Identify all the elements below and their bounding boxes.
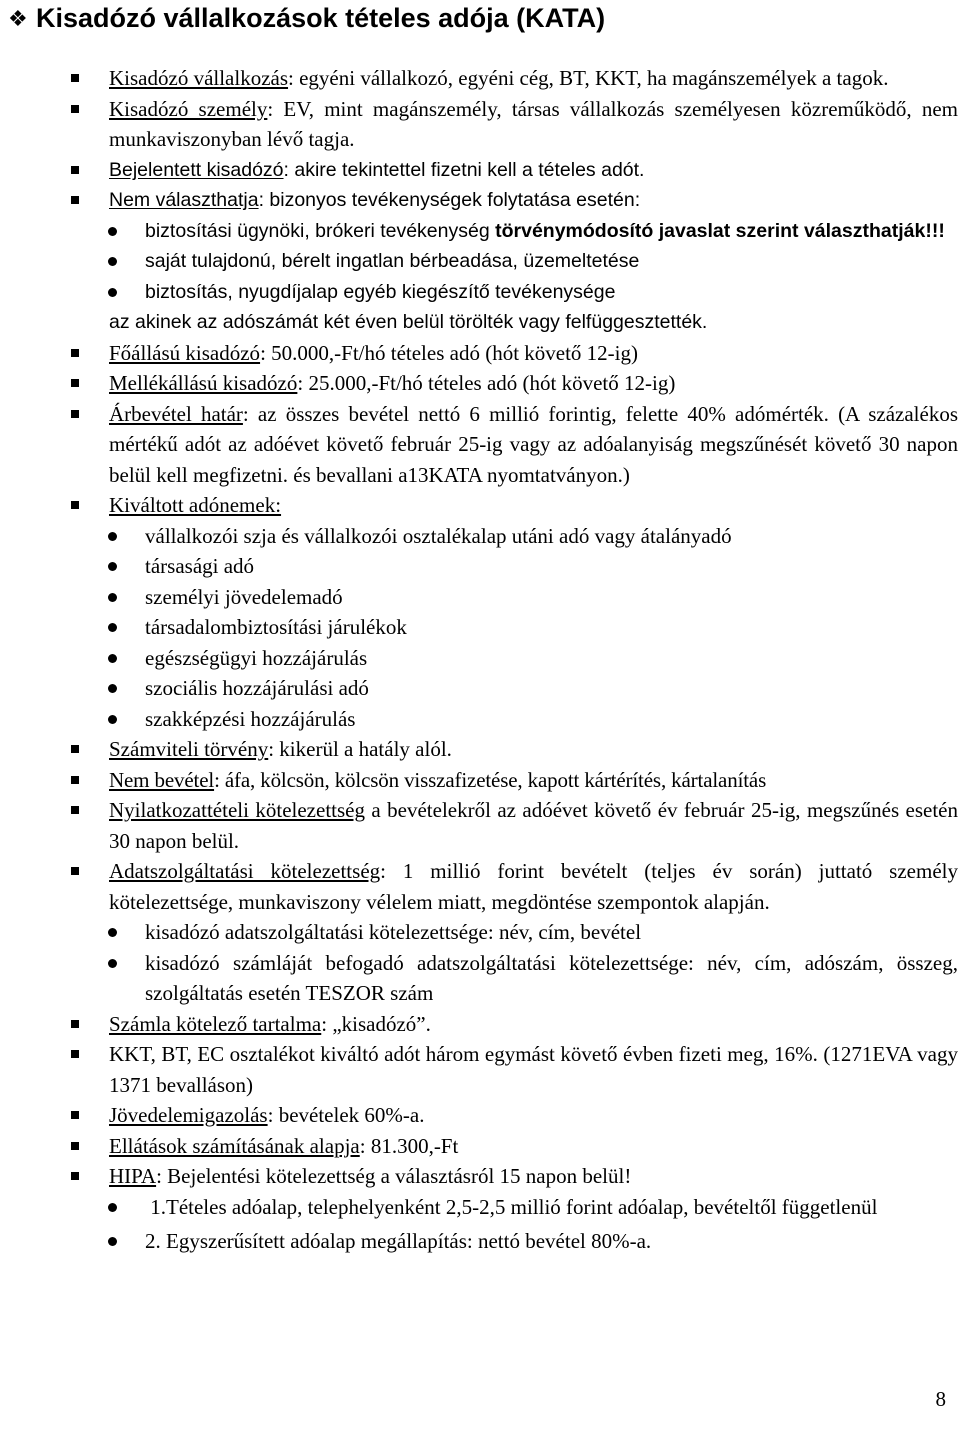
list-item-bejelentett-kisadozo [68,155,958,186]
page-number: 8 [935,1387,946,1411]
sub-item-tarsasagi-ado [68,551,958,582]
term-label: Kisadózó személy [109,96,268,121]
list-item-ellatasok-alapja [68,1131,958,1162]
list-item-szamviteli-torveny [68,734,958,765]
term-label: Nem bevétel [109,767,215,792]
list-item-jovedelemigazolas [68,1100,958,1131]
round-bullet-icon [108,562,117,571]
sub-item-text: társadalombiztosítási járulékok [145,615,407,639]
term-label: Bejelentett kisadózó [109,158,284,181]
round-bullet-icon [108,928,117,937]
sub-item-tb-jarulekok [68,612,958,643]
round-bullet-icon [108,593,117,602]
page-title-text: Kisadózó vállalkozások tételes adója (KATA) [36,3,606,33]
term-text: : bizonyos tevékenységek folytatása esetén: [258,189,641,211]
sub-item-egyszerusitett-adoalap [68,1226,958,1257]
term-label: Nyilatkozattételi kötelezettség [109,798,365,822]
list-item-foallasu [68,338,958,369]
sub-item-kisadozo-adatszolgaltatas [68,917,958,948]
sub-item-bold-note: törvénymódosító javaslat szerint választhatják!!! [495,219,945,242]
sub-item-szemelyi-jovedelemado [68,582,958,613]
sub-item-egeszsegugyi [68,643,958,674]
sub-item-brokeri [68,216,958,247]
term-text: : 50.000,-Ft/hó tételes adó (hót követő 12-ig) [260,340,639,365]
sub-item-text: kisadózó adatszolgáltatási kötelezettsége: név, cím, bevétel [145,920,642,944]
term-text: KKT, BT, EC osztalékot kiváltó adót három egymást követő évben fizeti meg, 16%. (1271EVA vagy 1371 bevalláson) [109,1042,958,1097]
round-bullet-icon [108,623,117,632]
term-label: Ellátások számításának alapja [109,1133,360,1158]
square-bullet-icon [71,105,79,113]
square-bullet-icon [71,196,79,204]
diamond-bullet-icon: ❖ [8,6,28,31]
page-title [8,0,605,37]
list-item-osztalek [68,1039,958,1100]
square-bullet-icon [71,1020,79,1028]
term-label: Mellékállású kisadózó [109,371,298,395]
square-bullet-icon [71,410,79,418]
term-label: Kiváltott adónemek: [109,493,282,517]
term-text: : 81.300,-Ft [359,1133,459,1158]
square-bullet-icon [71,1172,79,1180]
term-text: : az összes bevétel nettó 6 millió forintig, felette 40% adómérték. (A százalékos mértékű adót az adóévet követő február 25-ig vagy az adóalanyiság megszűnését követő 30 napon belül kell megfizetni. és bevallani a13KATA nyomtatványon.) [109,401,959,487]
square-bullet-icon [71,349,79,357]
round-bullet-icon [108,288,117,297]
list-item-nem-valaszthatja [68,185,958,216]
round-bullet-icon [108,959,117,968]
term-label: Számla kötelező tartalma [109,1011,322,1036]
list-item-kisadozo-vallalkozas [68,63,958,94]
round-bullet-icon [108,227,117,236]
term-label: Nem választhatja [109,189,259,211]
square-bullet-icon [71,1142,79,1150]
plain-line-adoszam: az akinek az adószámát két éven belül törölték vagy felfüggesztették. [109,311,708,333]
sub-item-text: személyi jövedelemadó [145,584,343,609]
sub-item-text: 2. Egyszerűsített adóalap megállapítás: nettó bevétel 80%-a. [145,1229,652,1253]
square-bullet-icon [71,379,79,387]
term-text: : kikerül a hatály alól. [268,737,452,761]
square-bullet-icon [71,166,79,174]
list-item-hipa [68,1161,958,1192]
term-label: Adatszolgáltatási kötelezettség [109,859,381,883]
term-label: Főállású kisadózó [109,340,261,365]
square-bullet-icon [71,74,79,82]
term-label: Számviteli törvény [109,737,269,761]
sub-item-text: társasági adó [145,554,255,578]
round-bullet-icon [108,1237,117,1246]
list-item-nyilatkozattetel [68,795,958,856]
square-bullet-icon [71,501,79,509]
sub-item-text: vállalkozói szja és vállalkozói osztalékalap utáni adó vagy átalányadó [145,523,732,548]
term-text: : „kisadózó”. [321,1011,431,1036]
sub-item-szja [68,521,958,552]
list-item-arbevetel-hatar [68,399,958,491]
term-text: : 25.000,-Ft/hó tételes adó (hót követő 12-ig) [297,371,676,395]
sub-item-text: biztosítási ügynöki, brókeri tevékenység [145,219,496,242]
term-text: : bevételek 60%-a. [267,1103,425,1127]
list-item-kisadozo-szemely [68,94,958,155]
round-bullet-icon [108,684,117,693]
round-bullet-icon [108,654,117,663]
term-text: : 1 millió forint bevételt (teljes év során) juttató személy kötelezettsége, munkaviszony vélelem miatt, megdöntése szempontok alapján. [109,859,958,914]
sub-item-text: biztosítás, nyugdíjalap egyéb kiegészítő tevékenysége [145,280,616,303]
round-bullet-icon [108,532,117,541]
term-label: Árbevétel határ [109,401,243,426]
square-bullet-icon [71,1111,79,1119]
list-item-mellekallasu [68,368,958,399]
square-bullet-icon [71,745,79,753]
sub-item-biztositas [68,277,958,308]
round-bullet-icon [108,257,117,266]
sub-item-text: szociális hozzájárulási adó [145,676,369,700]
sub-item-text: egészségügyi hozzájárulás [145,645,368,670]
list-item-szamla-tartalma [68,1009,958,1040]
term-text: : Bejelentési kötelezettség a választásról 15 napon belül! [156,1164,632,1188]
term-text: : akire tekintettel fizetni kell a tételes adót. [283,158,645,181]
square-bullet-icon [71,806,79,814]
term-label: Jövedelemigazolás [109,1103,268,1127]
term-text: : áfa, kölcsön, kölcsön visszafizetése, kapott kártérítés, kártalanítás [214,767,767,792]
term-text: : egyéni vállalkozó, egyéni cég, BT, KKT, ha magánszemélyek a tagok. [288,66,889,90]
sub-item-text: kisadózó számláját befogadó adatszolgáltatási kötelezettsége: név, cím, adószám, összeg, szolgáltatás esetén TESZOR szám [145,950,958,1005]
term-label: Kisadózó vállalkozás [109,66,289,90]
sub-item-befogado-adatszolgaltatas [68,948,958,1009]
sub-item-text: 1.Tételes adóalap, telephelyenként 2,5-2,5 millió forint adóalap, bevételtől függetlenül [145,1194,878,1219]
round-bullet-icon [108,715,117,724]
term-text: : EV, mint magánszemély, társas vállalkozás személyesen közreműködő, nem munkaviszonyban lévő tagja. [109,96,958,151]
sub-item-ingatlan [68,246,958,277]
sub-item-szakkepzesi [68,704,958,735]
list-item-kivaltott-adonemek [68,490,958,521]
square-bullet-icon [71,1050,79,1058]
sub-item-text: szakképzési hozzájárulás [145,706,356,731]
square-bullet-icon [71,776,79,784]
sub-item-szocialis [68,673,958,704]
term-text: a bevételekről az adóévet követő év február 25-ig, megszűnés esetén 30 napon belül. [109,798,958,853]
list-item-nem-bevetel [68,765,958,796]
sub-item-teteles-adoalap [68,1192,958,1223]
square-bullet-icon [71,867,79,875]
term-label: HIPA [109,1164,157,1188]
sub-item-text: saját tulajdonú, bérelt ingatlan bérbeadása, üzemeltetése [145,250,640,272]
list-item-adatszolgaltatas [68,856,958,917]
round-bullet-icon [108,1203,117,1212]
bullet-list [68,63,958,1257]
